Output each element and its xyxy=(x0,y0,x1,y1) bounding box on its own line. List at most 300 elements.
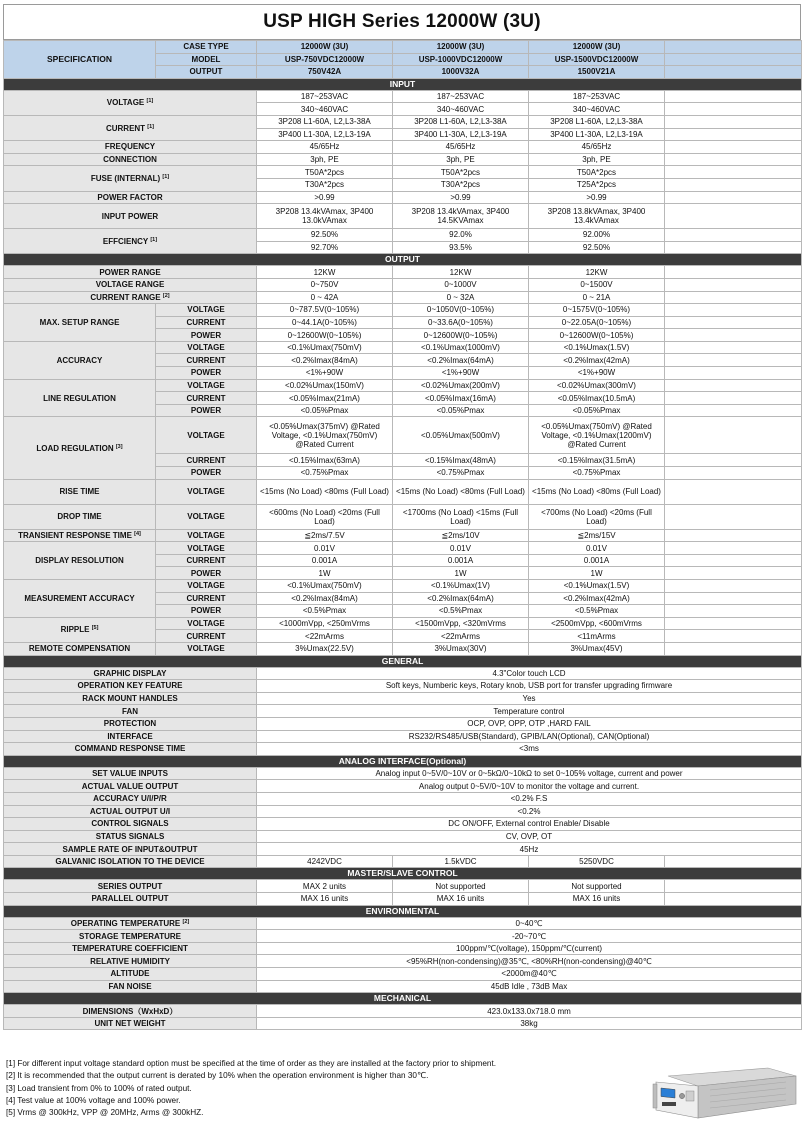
spec-row xyxy=(4,680,802,693)
value-cell: <22mArms xyxy=(257,630,393,643)
empty-cell xyxy=(665,642,802,655)
value-cell: 0.001A xyxy=(393,554,529,567)
value-cell: Not supported xyxy=(393,880,529,893)
value-cell: Yes xyxy=(257,692,802,705)
footnote: [1] For different input voltage standard option must be specified at the time of order as they are installed at the factory prior to shipment. xyxy=(6,1059,497,1068)
row-label-text: ACTUAL VALUE OUTPUT xyxy=(81,781,179,791)
empty-cell xyxy=(665,166,802,179)
spec-row xyxy=(4,818,802,831)
page-title: USP HIGH Series 12000W (3U) xyxy=(263,11,541,32)
value-cell: <0.02%Umax(200mV) xyxy=(393,379,529,392)
row-label xyxy=(4,818,257,831)
row-label-text: INTERFACE xyxy=(107,731,153,741)
empty-cell xyxy=(665,454,802,467)
spec-table xyxy=(3,40,802,1030)
footnote: [5] Vrms @ 300kHz, VPP @ 20MHz, Arms @ 300kHZ. xyxy=(6,1108,204,1118)
empty-cell xyxy=(665,504,802,529)
spec-row xyxy=(4,1017,802,1030)
value-cell: <0.15%Imax(63mA) xyxy=(257,454,393,467)
value-cell: 423.0x133.0x718.0 mm xyxy=(257,1005,802,1018)
section-header xyxy=(4,78,802,90)
row-label-text: SAMPLE RATE OF INPUT&OUTPUT xyxy=(62,844,198,854)
value-cell: 3P208 13.4kVAmax, 3P400 13.0kVAmax xyxy=(257,204,393,229)
value-cell: 0~22.05A(0~105%) xyxy=(529,316,665,329)
row-label-text: RIPPLE xyxy=(60,625,90,635)
row-label-text: REMOTE COMPENSATION xyxy=(28,644,131,654)
row-label xyxy=(4,780,257,793)
row-label-text: LINE REGULATION xyxy=(43,393,116,403)
empty-cell xyxy=(665,392,802,405)
value-cell: <22mArms xyxy=(393,630,529,643)
value-cell: 0.01V xyxy=(529,542,665,555)
value-cell: <0.1%Umax(1.5V) xyxy=(529,580,665,593)
header-value: USP-1000VDC12000W xyxy=(393,53,529,66)
value-cell: <0.05%Umax(375mV) @Rated Voltage, <0.1%Umax(750mV) @Rated Current xyxy=(257,417,393,454)
row-label-text: ACTUAL OUTPUT U/I xyxy=(89,806,171,816)
section-title: ENVIRONMENTAL xyxy=(4,905,802,917)
header-value: 1500V21A xyxy=(529,66,665,79)
header-value: 12000W (3U) xyxy=(393,41,529,54)
value-cell: <0.75%Pmax xyxy=(257,467,393,480)
row-label-text: PARALLEL OUTPUT xyxy=(91,894,169,904)
footnote-ref: [2] xyxy=(162,292,170,299)
value-cell: 1.5kVDC xyxy=(393,855,529,868)
product-image xyxy=(650,1066,798,1124)
row-label-text: STATUS SIGNALS xyxy=(95,831,165,841)
spec-row xyxy=(4,204,802,229)
row-label xyxy=(4,191,257,204)
value-cell: <0.2%Imax(84mA) xyxy=(257,592,393,605)
value-cell: 0 ~ 32A xyxy=(393,291,529,304)
row-label-text: OPERATING TEMPERATURE xyxy=(70,918,181,928)
empty-cell xyxy=(665,404,802,417)
row-label xyxy=(4,680,257,693)
value-cell: 3ph, PE xyxy=(257,153,393,166)
value-cell: >0.99 xyxy=(393,191,529,204)
row-label-text: LOAD REGULATION xyxy=(36,443,114,453)
row-label-text: RACK MOUNT HANDLES xyxy=(82,694,178,704)
empty-cell xyxy=(665,479,802,504)
value-cell: <0.05%Imax(10.5mA) xyxy=(529,392,665,405)
spec-row xyxy=(4,717,802,730)
row-label xyxy=(4,767,257,780)
footnotes xyxy=(6,1058,626,1119)
value-cell: <0.05%Pmax xyxy=(257,404,393,417)
spec-row xyxy=(4,542,802,555)
value-cell: >0.99 xyxy=(257,191,393,204)
row-label-text: VOLTAGE RANGE xyxy=(95,280,165,290)
row-label-text: EFFCIENCY xyxy=(102,236,149,246)
value-cell: <0.2% F.S xyxy=(257,792,802,805)
value-cell: 3P208 L1-60A, L2,L3-38A xyxy=(257,115,393,128)
empty-cell xyxy=(665,115,802,128)
value-cell: T50A*2pcs xyxy=(529,166,665,179)
footnote-ref: [1] xyxy=(146,98,154,105)
row-label-text: DROP TIME xyxy=(57,512,102,522)
row-label xyxy=(4,917,257,930)
header-empty xyxy=(665,66,802,79)
value-cell: 3%Umax(45V) xyxy=(529,642,665,655)
spec-row xyxy=(4,617,802,630)
value-cell: 0~1575V(0~105%) xyxy=(529,304,665,317)
row-label-text: DIMENSIONS（WxHxD） xyxy=(82,1006,178,1016)
title-bar xyxy=(3,4,801,40)
row-label xyxy=(4,229,257,254)
value-cell: ≦2ms/7.5V xyxy=(257,529,393,542)
sub-label: VOLTAGE xyxy=(156,542,257,555)
footnote-ref: [1] xyxy=(147,123,155,130)
empty-cell xyxy=(665,329,802,342)
value-cell: 45/65Hz xyxy=(257,141,393,154)
row-label xyxy=(4,141,257,154)
footnote-ref: [2] xyxy=(182,918,190,925)
spec-row xyxy=(4,504,802,529)
empty-cell xyxy=(665,354,802,367)
value-cell: <1500mVpp, <320mVrms xyxy=(393,617,529,630)
empty-cell xyxy=(665,567,802,580)
value-cell: 3P208 13.4kVAmax, 3P400 14.5KVAmax xyxy=(393,204,529,229)
sub-label: POWER xyxy=(156,329,257,342)
value-cell: 3%Umax(22.5V) xyxy=(257,642,393,655)
spec-row xyxy=(4,529,802,542)
empty-cell xyxy=(665,229,802,242)
value-cell: <1%+90W xyxy=(257,367,393,380)
spec-row xyxy=(4,580,802,593)
value-cell: 0~40℃ xyxy=(257,917,802,930)
row-label-text: CONNECTION xyxy=(103,155,157,165)
rotary-knob xyxy=(679,1093,684,1098)
spec-row xyxy=(4,479,802,504)
empty-cell xyxy=(665,617,802,630)
value-cell: 100ppm/℃(voltage), 150ppm/℃(current) xyxy=(257,942,802,955)
empty-cell xyxy=(665,855,802,868)
row-label-text: ACCURACY U/I/P/R xyxy=(93,794,167,804)
row-label-text: SET VALUE INPUTS xyxy=(92,769,168,779)
value-cell: 0.001A xyxy=(257,554,393,567)
empty-cell xyxy=(665,592,802,605)
empty-cell xyxy=(665,304,802,317)
empty-cell xyxy=(665,178,802,191)
value-cell: 340~460VAC xyxy=(393,103,529,116)
value-cell: 45/65Hz xyxy=(393,141,529,154)
empty-cell xyxy=(665,341,802,354)
value-cell: <600ms (No Load) <20ms (Full Load) xyxy=(257,504,393,529)
row-label xyxy=(4,291,257,304)
value-cell: <0.2%Imax(84mA) xyxy=(257,354,393,367)
row-label-text: INPUT POWER xyxy=(101,211,159,221)
empty-cell xyxy=(665,141,802,154)
header-value: 12000W (3U) xyxy=(529,41,665,54)
empty-cell xyxy=(665,241,802,254)
value-cell: <95%RH(non-condensing)@35℃, <80%RH(non-condensing)@40℃ xyxy=(257,955,802,968)
spec-row xyxy=(4,379,802,392)
empty-cell xyxy=(665,554,802,567)
row-label xyxy=(4,266,257,279)
empty-cell xyxy=(665,128,802,141)
value-cell: <0.5%Pmax xyxy=(257,605,393,618)
value-cell: T30A*2pcs xyxy=(257,178,393,191)
value-cell: <11mArms xyxy=(529,630,665,643)
empty-cell xyxy=(665,417,802,454)
spec-row xyxy=(4,1005,802,1018)
row-label-text: FUSE (INTERNAL) xyxy=(90,173,161,183)
value-cell: 0~12600W(0~105%) xyxy=(529,329,665,342)
value-cell: <0.05%Imax(16mA) xyxy=(393,392,529,405)
row-label-text: POWER RANGE xyxy=(99,267,161,277)
value-cell: RS232/RS485/USB(Standard), GPIB/LAN(Optional), CAN(Optional) xyxy=(257,730,802,743)
value-cell: 0 ~ 42A xyxy=(257,291,393,304)
value-cell: CV, OVP, OT xyxy=(257,830,802,843)
section-title: ANALOG INTERFACE(Optional) xyxy=(4,755,802,767)
row-label xyxy=(4,90,257,115)
value-cell: Soft keys, Numberic keys, Rotary knob, USB port for transfer upgrading firmware xyxy=(257,680,802,693)
value-cell: 187~253VAC xyxy=(529,90,665,103)
footnote-ref: [3] xyxy=(115,443,123,450)
value-cell: 3%Umax(30V) xyxy=(393,642,529,655)
value-cell: ≦2ms/15V xyxy=(529,529,665,542)
header-label: OUTPUT xyxy=(156,66,257,79)
row-label xyxy=(4,1005,257,1018)
value-cell: 340~460VAC xyxy=(257,103,393,116)
value-cell: MAX 2 units xyxy=(257,880,393,893)
sub-label: POWER xyxy=(156,567,257,580)
header-value: 12000W (3U) xyxy=(257,41,393,54)
value-cell: 3P208 L1-60A, L2,L3-38A xyxy=(393,115,529,128)
value-cell: 3P208 L1-60A, L2,L3-38A xyxy=(529,115,665,128)
row-label xyxy=(4,580,156,618)
value-cell: 3ph, PE xyxy=(529,153,665,166)
section-title: GENERAL xyxy=(4,655,802,667)
sub-label: VOLTAGE xyxy=(156,617,257,630)
footnote-ref: [1] xyxy=(162,173,170,180)
output-terminals xyxy=(662,1102,676,1106)
value-cell: 1W xyxy=(529,567,665,580)
section-title: OUTPUT xyxy=(4,254,802,266)
row-label xyxy=(4,379,156,417)
value-cell: <0.2%Imax(64mA) xyxy=(393,592,529,605)
value-cell: <2000m@40℃ xyxy=(257,968,802,981)
row-label xyxy=(4,880,257,893)
value-cell: MAX 16 units xyxy=(393,893,529,906)
row-label xyxy=(4,153,257,166)
sub-label: CURRENT xyxy=(156,554,257,567)
section-title: MECHANICAL xyxy=(4,993,802,1005)
front-handle-left xyxy=(653,1084,657,1108)
row-label-text: FAN xyxy=(122,706,138,716)
row-label-text: GALVANIC ISOLATION TO THE DEVICE xyxy=(55,857,205,867)
spec-row xyxy=(4,917,802,930)
empty-cell xyxy=(665,379,802,392)
spec-row xyxy=(4,304,802,317)
empty-cell xyxy=(665,90,802,103)
row-label-text: UNIT NET WEIGHT xyxy=(94,1019,166,1029)
sub-label: CURRENT xyxy=(156,592,257,605)
value-cell: <15ms (No Load) <80ms (Full Load) xyxy=(393,479,529,504)
spec-row xyxy=(4,266,802,279)
value-cell: Analog output 0~5V/0~10V to monitor the voltage and current. xyxy=(257,780,802,793)
row-label xyxy=(4,617,156,642)
value-cell: 12KW xyxy=(529,266,665,279)
value-cell: 4242VDC xyxy=(257,855,393,868)
row-label xyxy=(4,930,257,943)
spec-row xyxy=(4,667,802,680)
row-label xyxy=(4,542,156,580)
section-title: INPUT xyxy=(4,78,802,90)
empty-cell xyxy=(665,278,802,291)
header-value: USP-750VDC12000W xyxy=(257,53,393,66)
value-cell: >0.99 xyxy=(529,191,665,204)
sub-label: POWER xyxy=(156,404,257,417)
value-cell: <1700ms (No Load) <15ms (Full Load) xyxy=(393,504,529,529)
value-cell: 0~12600W(0~105%) xyxy=(257,329,393,342)
section-header xyxy=(4,905,802,917)
value-cell: 92.50% xyxy=(257,229,393,242)
sub-label: VOLTAGE xyxy=(156,642,257,655)
value-cell: <0.05%Pmax xyxy=(393,404,529,417)
row-label-text: POWER FACTOR xyxy=(97,192,163,202)
row-label xyxy=(4,843,257,856)
footnote: [2] It is recommended that the output current is derated by 10% when the operation environment is higher than 30℃. xyxy=(6,1071,429,1081)
spec-row xyxy=(4,880,802,893)
empty-cell xyxy=(665,367,802,380)
value-cell: <0.05%Imax(21mA) xyxy=(257,392,393,405)
row-label-text: CURRENT RANGE xyxy=(90,292,161,302)
row-label-text: DISPLAY RESOLUTION xyxy=(35,556,124,566)
spec-row xyxy=(4,730,802,743)
header-value: 1000V32A xyxy=(393,66,529,79)
row-label xyxy=(4,479,156,504)
spec-row xyxy=(4,153,802,166)
spec-row xyxy=(4,115,802,128)
spec-sheet xyxy=(3,4,801,1030)
spec-row xyxy=(4,341,802,354)
value-cell: T25A*2pcs xyxy=(529,178,665,191)
value-cell: <0.02%Umax(300mV) xyxy=(529,379,665,392)
header-value: 750V42A xyxy=(257,66,393,79)
spec-row xyxy=(4,830,802,843)
value-cell: <0.2% xyxy=(257,805,802,818)
value-cell: MAX 16 units xyxy=(529,893,665,906)
value-cell: <1%+90W xyxy=(393,367,529,380)
spec-row xyxy=(4,780,802,793)
empty-cell xyxy=(665,103,802,116)
value-cell: T50A*2pcs xyxy=(393,166,529,179)
value-cell: 38kg xyxy=(257,1017,802,1030)
lcd-screen xyxy=(661,1088,675,1098)
empty-cell xyxy=(665,605,802,618)
row-label xyxy=(4,730,257,743)
row-label-text: OPERATION KEY FEATURE xyxy=(77,681,183,691)
value-cell: 0~12600W(0~105%) xyxy=(393,329,529,342)
value-cell: 0~787.5V(0~105%) xyxy=(257,304,393,317)
value-cell: <0.1%Umax(1000mV) xyxy=(393,341,529,354)
row-label xyxy=(4,667,257,680)
row-label xyxy=(4,717,257,730)
sub-label: POWER xyxy=(156,467,257,480)
keypad xyxy=(686,1091,694,1101)
row-label-text: RISE TIME xyxy=(59,487,100,497)
value-cell: 3P400 L1-30A, L2,L3-19A xyxy=(529,128,665,141)
sub-label: VOLTAGE xyxy=(156,479,257,504)
value-cell: <0.2%Imax(42mA) xyxy=(529,592,665,605)
value-cell: <3ms xyxy=(257,743,802,756)
value-cell: 0~1500V xyxy=(529,278,665,291)
value-cell: 0~750V xyxy=(257,278,393,291)
empty-cell xyxy=(665,542,802,555)
row-label-text: ALTITUDE xyxy=(110,969,150,979)
spec-row xyxy=(4,743,802,756)
value-cell: <0.1%Umax(750mV) xyxy=(257,341,393,354)
row-label-text: PROTECTION xyxy=(103,719,157,729)
row-label-text: MEASUREMENT ACCURACY xyxy=(24,593,135,603)
spec-row xyxy=(4,90,802,103)
value-cell: <15ms (No Load) <80ms (Full Load) xyxy=(257,479,393,504)
row-label-text: FAN NOISE xyxy=(108,981,152,991)
value-cell: 0~44.1A(0~105%) xyxy=(257,316,393,329)
empty-cell xyxy=(665,204,802,229)
row-label xyxy=(4,529,156,542)
value-cell: <0.2%Imax(64mA) xyxy=(393,354,529,367)
row-label xyxy=(4,692,257,705)
spec-row xyxy=(4,642,802,655)
row-label xyxy=(4,792,257,805)
sub-label: VOLTAGE xyxy=(156,504,257,529)
spec-row xyxy=(4,805,802,818)
value-cell: 92.0% xyxy=(393,229,529,242)
row-label xyxy=(4,417,156,479)
spec-row xyxy=(4,767,802,780)
row-label xyxy=(4,278,257,291)
value-cell: <1%+90W xyxy=(529,367,665,380)
empty-cell xyxy=(665,529,802,542)
value-cell: 0~1050V(0~105%) xyxy=(393,304,529,317)
value-cell: 92.50% xyxy=(529,241,665,254)
value-cell: Temperature control xyxy=(257,705,802,718)
section-header xyxy=(4,993,802,1005)
spec-row xyxy=(4,980,802,993)
empty-cell xyxy=(665,291,802,304)
value-cell: 1W xyxy=(257,567,393,580)
value-cell: <0.05%Umax(750mV) @Rated Voltage, <0.1%Umax(1200mV) @Rated Current xyxy=(529,417,665,454)
row-label xyxy=(4,942,257,955)
value-cell: 187~253VAC xyxy=(393,90,529,103)
sub-label: VOLTAGE xyxy=(156,304,257,317)
spec-row xyxy=(4,843,802,856)
empty-cell xyxy=(665,630,802,643)
section-header xyxy=(4,868,802,880)
value-cell: <0.05%Pmax xyxy=(529,404,665,417)
empty-cell xyxy=(665,191,802,204)
section-header xyxy=(4,755,802,767)
row-label-text: TRANSIENT RESPONSE TIME xyxy=(18,530,132,540)
sub-label: VOLTAGE xyxy=(156,379,257,392)
sub-label: CURRENT xyxy=(156,454,257,467)
row-label xyxy=(4,955,257,968)
row-label xyxy=(4,204,257,229)
spec-row xyxy=(4,291,802,304)
row-label-text: RELATIVE HUMIDITY xyxy=(90,956,170,966)
value-cell: 4.3"Color touch LCD xyxy=(257,667,802,680)
value-cell: <2500mVpp, <600mVrms xyxy=(529,617,665,630)
value-cell: Analog input 0~5V/0~10V or 0~5kΩ/0~10kΩ to set 0~105% voltage, current and power xyxy=(257,767,802,780)
row-label xyxy=(4,855,257,868)
value-cell: 45/65Hz xyxy=(529,141,665,154)
sub-label: POWER xyxy=(156,367,257,380)
spec-row xyxy=(4,692,802,705)
value-cell: 0.01V xyxy=(393,542,529,555)
row-label-text: CURRENT xyxy=(105,123,146,133)
spec-label: SPECIFICATION xyxy=(4,41,156,79)
